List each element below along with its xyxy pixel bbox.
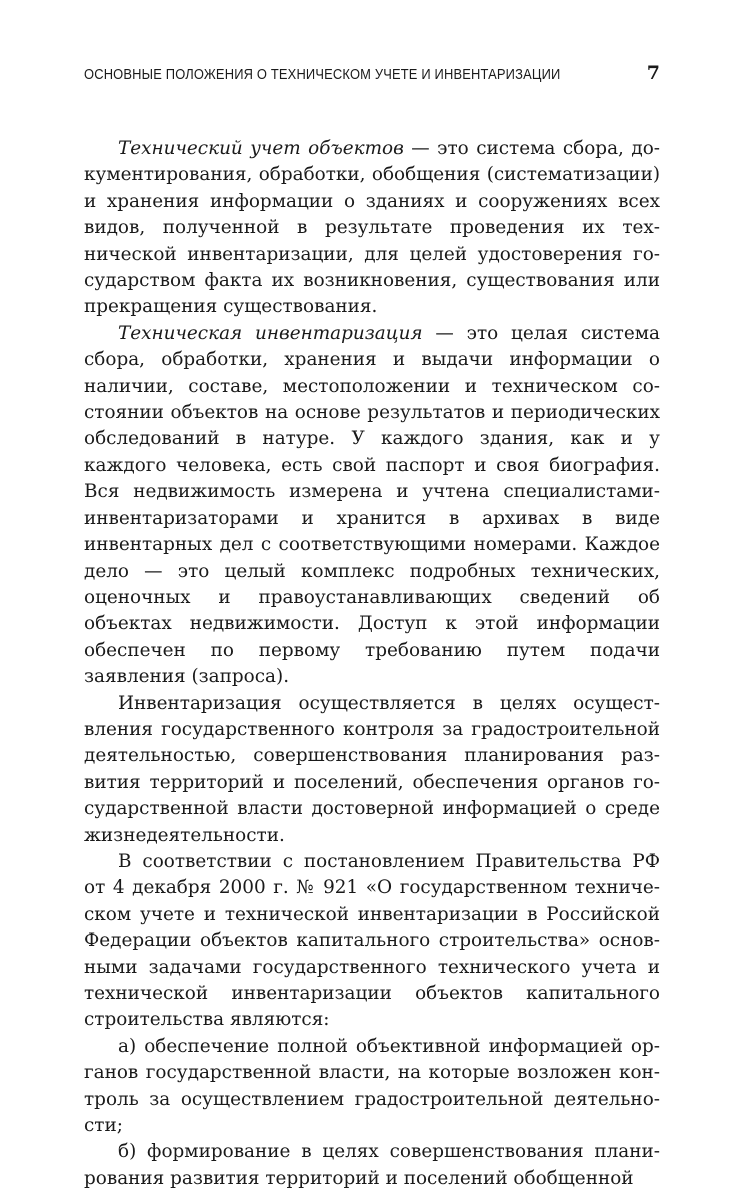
paragraph-regulation (84, 849, 660, 1034)
paragraph-text: Инвентаризация осуществляется в целях осуществления государственного контроля за градостроительной деятельностью, совершенствования планирования развития территорий и поселений, обеспечения органов государственной власти достоверной информацией о среде жизнедеятельности. (84, 692, 660, 846)
paragraph-technical-inventory (84, 321, 660, 691)
paragraph-text: — это система сбора, документирования, обработки, обобщения (систематизации) и хранения информации о зданиях и сооружениях всех видов, полученной в результате проведения их технической инвентаризации, для целей удостоверения государством факта их возникновения, существования или прекращения существования. (84, 138, 660, 318)
defined-term: Технический учет объектов (118, 138, 404, 159)
defined-term: Техническая инвентаризация (118, 322, 423, 344)
body-text (84, 136, 660, 1192)
page-number: 7 (646, 62, 660, 84)
list-item-text: а) обеспечение полной объективной информацией органов государственной власти, на которые возложен контроль за осуществлением градостроительной деятельности; (84, 1035, 660, 1137)
paragraph-technical-accounting (84, 136, 660, 321)
running-title: ОСНОВНЫЕ ПОЛОЖЕНИЯ О ТЕХНИЧЕСКОМ УЧЕТЕ И ИНВЕНТАРИЗАЦИИ (84, 66, 561, 83)
list-item-b (84, 1139, 660, 1192)
paragraph-text: — это целая система сбора, обработки, хранения и выдачи информации о наличии, составе, местоположении и техническом состоянии объектов на основе результатов и периодических обследований в натуре. У каждого здания, как и у каждого человека, есть свой паспорт и своя биография. Вся недвижимость измерена и учтена специалистами-инвентаризаторами и хранится в архивах в виде инвентарных дел с соответствующими номерами. Каждое дело — это целый комплекс подробных технических, оценочных и правоустанавливающих сведений об объектах недвижимости. Доступ к этой информации обеспечен по первому требованию путем подачи заявления (запроса). (84, 322, 660, 688)
paragraph-text: В соответствии с постановлением Правительства РФ от 4 декабря 2000 г. № 921 «О государственном техническом учете и технической инвентаризации в Российской Федерации объектов капитального строительства» основными задачами государственного технического учета и технической инвентаризации объектов капитального строительства являются: (84, 850, 660, 1031)
book-page (84, 62, 660, 1192)
paragraph-inventory-purpose (84, 691, 660, 849)
list-item-a (84, 1034, 660, 1140)
list-item-text: б) формирование в целях совершенствования планирования развития территорий и поселений обобщенной (84, 1141, 660, 1189)
running-header (84, 62, 660, 98)
